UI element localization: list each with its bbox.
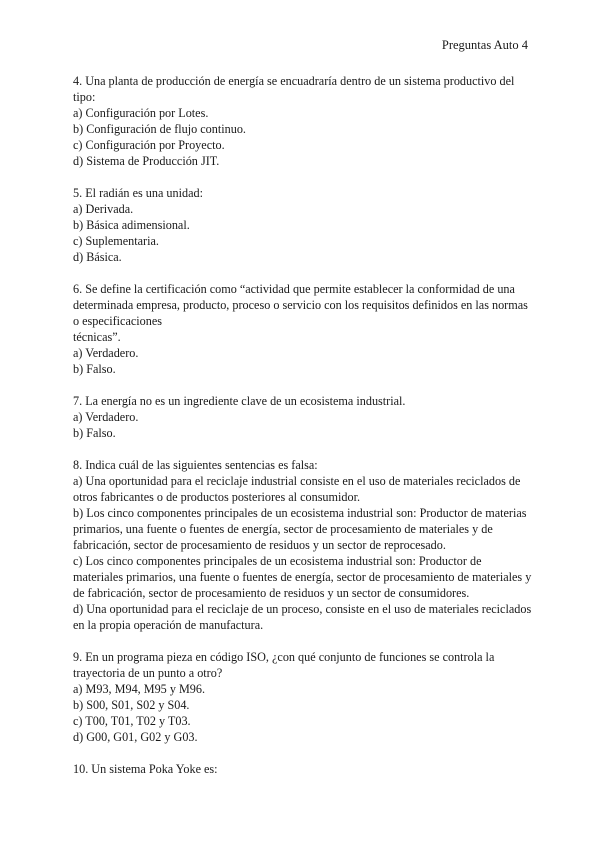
option-d: d) Sistema de Producción JIT. xyxy=(73,154,220,168)
option-a: a) M93, M94, M95 y M96. xyxy=(73,682,206,696)
option-d: d) G00, G01, G02 y G03. xyxy=(73,730,198,744)
option-b: b) S00, S01, S02 y S04. xyxy=(73,698,190,712)
question-9 xyxy=(73,649,533,745)
option-b: b) Falso. xyxy=(73,362,116,376)
question-7 xyxy=(73,393,533,441)
option-c: c) T00, T01, T02 y T03. xyxy=(73,714,191,728)
question-text xyxy=(73,281,533,345)
question-text-line: técnicas”. xyxy=(73,330,121,344)
option-b: b) Falso. xyxy=(73,426,116,440)
option-c: c) Configuración por Proyecto. xyxy=(73,138,225,152)
question-text: 7. La energía no es un ingrediente clave de un ecosistema industrial. xyxy=(73,394,406,408)
option-c: c) Suplementaria. xyxy=(73,234,159,248)
question-text: 9. En un programa pieza en código ISO, ¿con qué conjunto de funciones se controla la trayectoria de un punto a otro? xyxy=(73,650,495,680)
question-5 xyxy=(73,185,533,265)
option-a: a) Una oportunidad para el reciclaje industrial consiste en el uso de materiales reciclados de otros fabricantes o de productos posteriores al consumidor. xyxy=(73,474,521,504)
option-d: d) Una oportunidad para el reciclaje de un proceso, consiste en el uso de materiales reciclados en la propia operación de manufactura. xyxy=(73,602,532,632)
question-text: 4. Una planta de producción de energía se encuadraría dentro de un sistema productivo del tipo: xyxy=(73,74,515,104)
question-text: 8. Indica cuál de las siguientes sentencias es falsa: xyxy=(73,458,318,472)
questions-list xyxy=(73,73,533,793)
option-b: b) Básica adimensional. xyxy=(73,218,190,232)
option-c: c) Los cinco componentes principales de un ecosistema industrial son: Productor de materiales primarios, una fuente o fuentes de energía, sector de procesamiento de materiales y de fabricación, sector de procesamiento de residuos y un sector de consumidores. xyxy=(73,554,532,600)
option-a: a) Configuración por Lotes. xyxy=(73,106,209,120)
option-b: b) Los cinco componentes principales de un ecosistema industrial son: Productor de materias primarios, una fuente o fuentes de energía, sector de procesamiento de materiales y de fabricación, sector de procesamiento de residuos y un sector de reprocesado. xyxy=(73,506,527,552)
question-10 xyxy=(73,761,533,777)
question-text-line: 6. Se define la certificación como “actividad que permite establecer la conformidad de una determinada empresa, producto, proceso o servicio con los requisitos definidos en las normas o especificaciones xyxy=(73,282,528,328)
question-6 xyxy=(73,281,533,377)
question-8 xyxy=(73,457,533,633)
page-header-title: Preguntas Auto 4 xyxy=(441,38,528,52)
option-a: a) Verdadero. xyxy=(73,410,139,424)
option-b: b) Configuración de flujo continuo. xyxy=(73,122,246,136)
option-a: a) Verdadero. xyxy=(73,346,139,360)
option-d: d) Básica. xyxy=(73,250,122,264)
question-text: 10. Un sistema Poka Yoke es: xyxy=(73,762,218,776)
question-text: 5. El radián es una unidad: xyxy=(73,186,203,200)
option-a: a) Derivada. xyxy=(73,202,134,216)
question-4 xyxy=(73,73,533,169)
